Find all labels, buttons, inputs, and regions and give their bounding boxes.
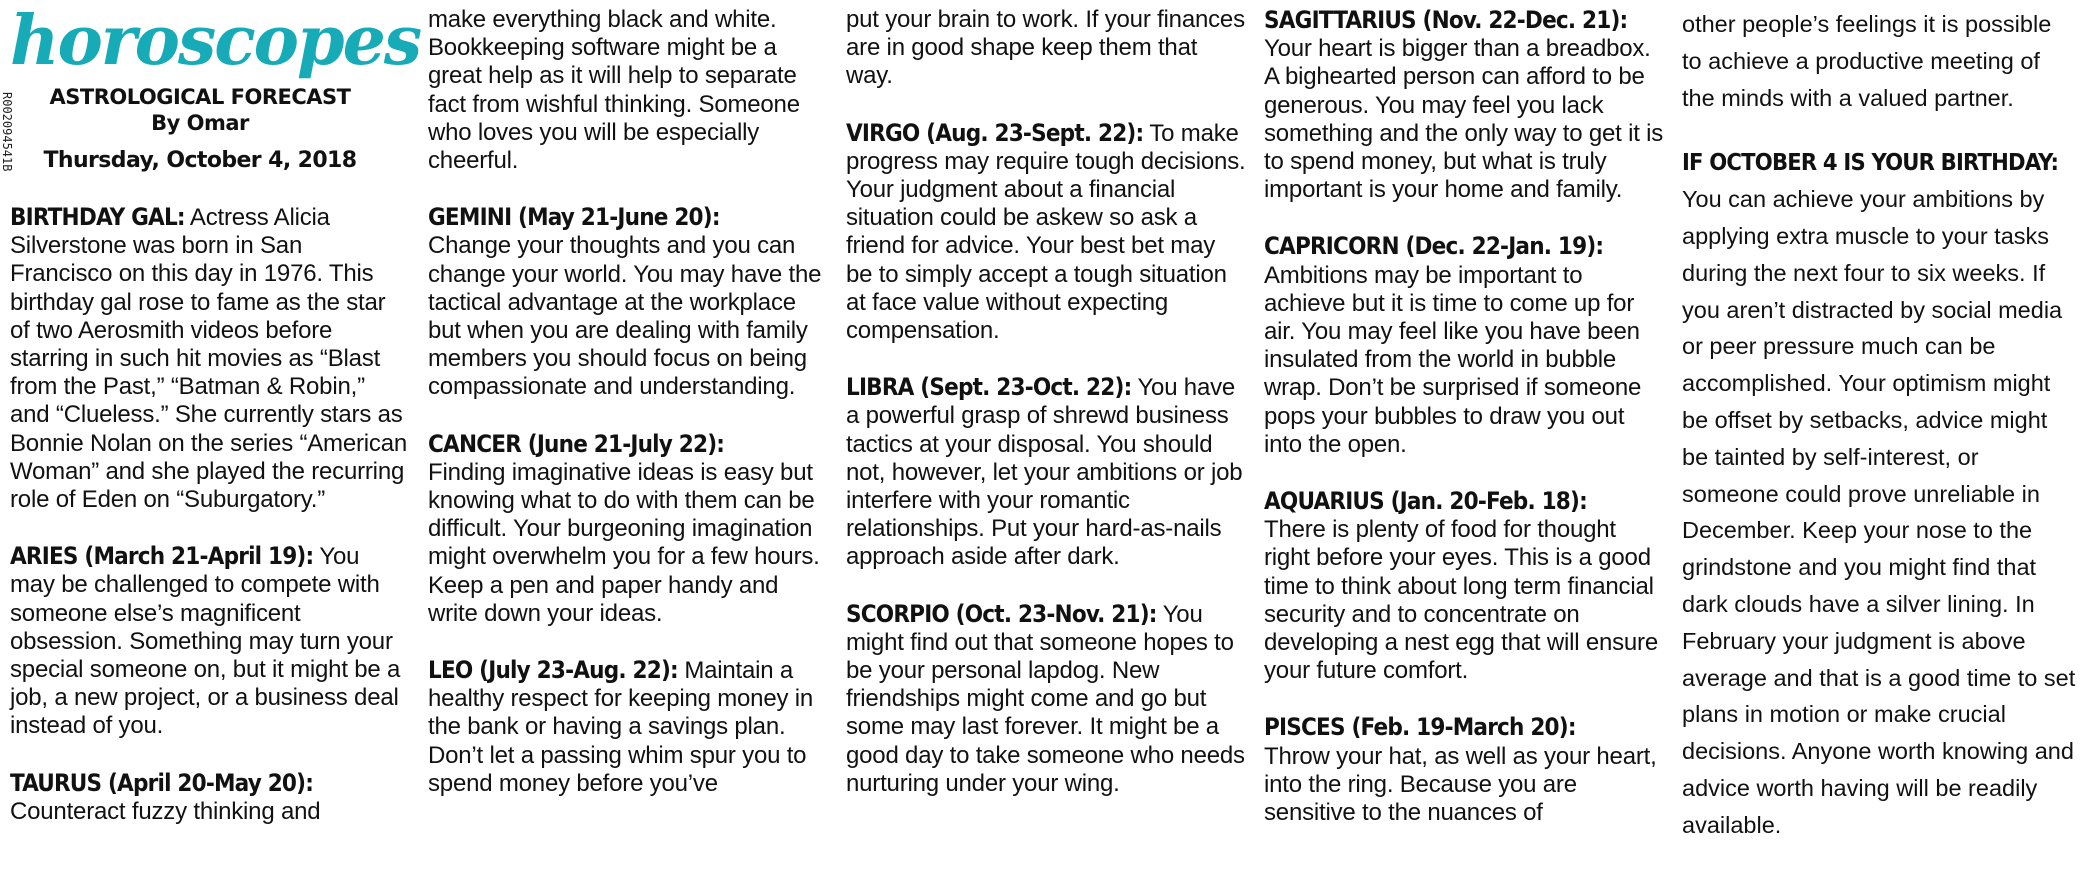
entry-heading: CANCER (June 21-July 22): bbox=[428, 429, 725, 458]
entry-leo bbox=[428, 656, 828, 798]
dateline: Thursday, October 4, 2018 bbox=[43, 148, 357, 173]
subtitle bbox=[10, 84, 390, 136]
subtitle-line-2: By Omar bbox=[151, 111, 249, 135]
entry-your-birthday bbox=[1682, 144, 2077, 843]
entry-heading: VIRGO (Aug. 23-Sept. 22): bbox=[846, 118, 1144, 147]
column-4 bbox=[1264, 6, 1664, 855]
entry-cancer bbox=[428, 430, 828, 628]
entry-text: Finding imaginative ideas is easy but knowing what to do with them can be difficult. Your burgeoning imagination might overwhelm you for a few hours. Keep a pen and paper handy and write down your ideas. bbox=[428, 458, 820, 627]
entry-birthday-gal bbox=[10, 203, 410, 514]
entry-text: other people’s feelings it is possible to achieve a productive meeting of the minds with a valued partner. bbox=[1682, 11, 2052, 111]
entry-heading: ARIES (March 21-April 19): bbox=[10, 542, 314, 571]
entry-capricorn bbox=[1264, 232, 1664, 459]
column-5 bbox=[1682, 6, 2077, 872]
column-2 bbox=[428, 6, 828, 826]
entry-heading: CAPRICORN (Dec. 22-Jan. 19): bbox=[1264, 232, 1604, 261]
entry-virgo bbox=[846, 119, 1246, 346]
entry-scorpio bbox=[846, 600, 1246, 798]
entry-text: You can achieve your ambitions by applying extra muscle to your tasks during the next four to six weeks. If you aren’t distracted by social media or peer pressure much can be accomplished. Your optimism might be offset by setbacks, advice might be tainted by self-interest, or someone could prove unreliable in December. Keep your nose to the grindstone and you might find that dark clouds have a silver lining. In February your judgment is above average and that is a good time to set plans in motion or make crucial decisions. Anyone worth knowing and advice worth having will be readily available. bbox=[1682, 186, 2076, 838]
entry-text: Actress Alicia Silverstone was born in San Francisco on this day in 1976. This birthday gal rose to fame as the star of two Aerosmith videos before starring in such hit movies as “Blast from the Past,” “Batman & Robin,” and “Clueless.” She currently stars as Bonnie Nolan on the series “American Woman” and she played the recurring role of Eden on “Suburgatory.” bbox=[10, 204, 408, 514]
entry-text: Change your thoughts and you can change your world. You may have the tactical advantage at the workplace but when you are dealing with family members you should focus on being compassionate and understanding. bbox=[428, 232, 822, 401]
entry-heading: GEMINI (May 21-June 20): bbox=[428, 203, 720, 232]
entry-text: put your brain to work. If your finances are in good shape keep them that way. bbox=[846, 6, 1245, 90]
entry-heading: TAURUS (April 20-May 20): bbox=[10, 768, 314, 797]
entry-text: You have a powerful grasp of shrewd business tactics at your disposal. You should not, however, let your ambitions or job interfere with your romantic relationships. Put your hard-as-nails approach aside after dark. bbox=[846, 374, 1243, 571]
entry-aquarius bbox=[1264, 487, 1664, 685]
entry-text: Your heart is bigger than a breadbox. A bighearted person can afford to be generous. You may feel you lack something and the only way to get it is to spend money, but what is truly important is your home and family. bbox=[1264, 35, 1664, 204]
entry-libra bbox=[846, 373, 1246, 571]
entry-gemini bbox=[428, 203, 828, 401]
side-code: R002094541B bbox=[0, 92, 14, 172]
entry-heading: IF OCTOBER 4 IS YOUR BIRTHDAY: bbox=[1682, 148, 2059, 177]
column-1 bbox=[10, 1, 421, 854]
entry-text: To make progress may require tough decisions. Your judgment about a financial situation could be askew so ask a friend for advice. Your best bet may be to simply accept a tough situation at face value without expecting compensation. bbox=[846, 119, 1246, 345]
page-title: horoscopes bbox=[10, 1, 421, 81]
masthead bbox=[10, 1, 421, 173]
entry-text: Counteract fuzzy thinking and bbox=[10, 797, 321, 825]
entry-text: There is plenty of food for thought right before your eyes. This is a good time to think about long term financial security and to concentrate on developing a nest egg that will ensure your future comfort. bbox=[1264, 516, 1659, 685]
entry-text: Throw your hat, as well as your heart, into the ring. Because you are sensitive to the nuances of bbox=[1264, 742, 1657, 827]
entry-text: make everything black and white. Bookkeeping software might be a great help as it will help to separate fact from wishful thinking. Someone who loves you will be especially cheerful. bbox=[428, 6, 800, 175]
entry-text: You might find out that someone hopes to be your personal lapdog. New friendships might come and go but some may last forever. It might be a good day to take someone who needs nurturing under your wing. bbox=[846, 600, 1245, 797]
entry-taurus bbox=[10, 769, 410, 826]
entry-pisces bbox=[1264, 713, 1664, 827]
column-3 bbox=[846, 6, 1246, 826]
entry-heading: LEO (July 23-Aug. 22): bbox=[428, 656, 678, 685]
entry-heading: BIRTHDAY GAL: bbox=[10, 203, 185, 231]
entry-text: Maintain a healthy respect for keeping money in the bank or having a savings plan. Don’t let a passing whim spur you to spend money before you’ve bbox=[428, 657, 814, 797]
entry-heading: LIBRA (Sept. 23-Oct. 22): bbox=[846, 373, 1132, 402]
subtitle-line-1: ASTROLOGICAL FORECAST bbox=[49, 85, 351, 109]
entry-leo-continued bbox=[846, 6, 1246, 91]
entry-heading: SAGITTARIUS (Nov. 22-Dec. 21): bbox=[1264, 6, 1628, 34]
entry-text: You may be challenged to compete with someone else’s magnificent obsession. Something may turn your special someone on, but it might be a job, a new project, or a business deal instead of you. bbox=[10, 543, 401, 740]
entry-heading: PISCES (Feb. 19-March 20): bbox=[1264, 713, 1576, 742]
entry-text: Ambitions may be important to achieve but it is time to come up for air. You may feel like you have been insulated from the world in bubble wrap. Don’t be surprised if someone pops your bubbles to draw you out into the open. bbox=[1264, 261, 1642, 458]
entry-heading: SCORPIO (Oct. 23-Nov. 21): bbox=[846, 599, 1157, 628]
entry-pisces-continued bbox=[1682, 6, 2077, 116]
entry-sagittarius bbox=[1264, 6, 1664, 204]
entry-taurus-continued bbox=[428, 6, 828, 175]
entry-heading: AQUARIUS (Jan. 20-Feb. 18): bbox=[1264, 487, 1587, 516]
entry-aries bbox=[10, 542, 410, 740]
